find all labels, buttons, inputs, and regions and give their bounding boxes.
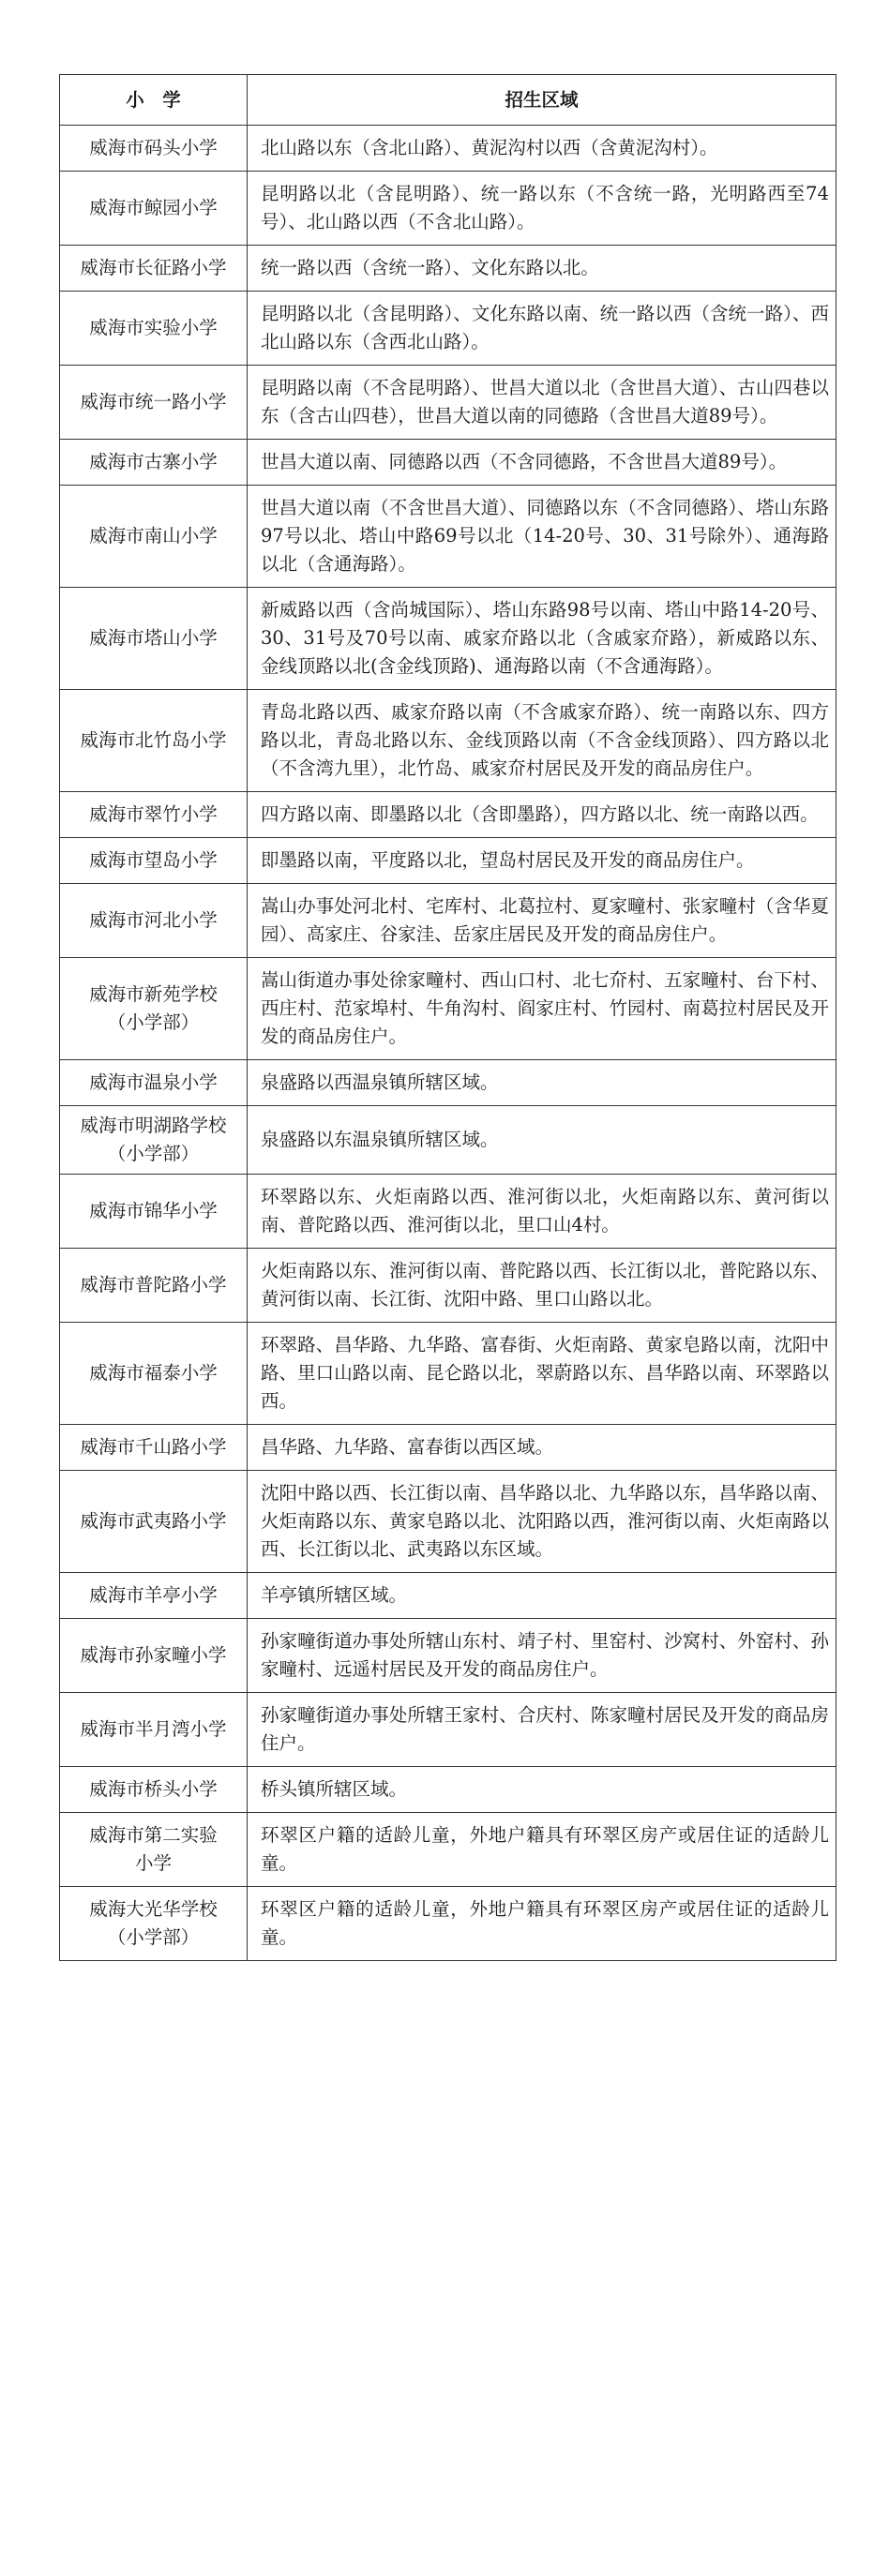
school-name-cell: 威海市半月湾小学 (60, 1693, 248, 1767)
school-name-cell: 威海市塔山小学 (60, 588, 248, 690)
school-name-cell: 威海市北竹岛小学 (60, 690, 248, 792)
school-name-cell: 威海市普陀路小学 (60, 1249, 248, 1323)
school-name-cell: 威海市实验小学 (60, 292, 248, 366)
school-name-cell: 威海市码头小学 (60, 126, 248, 172)
enrollment-area-cell: 嵩山办事处河北村、宅库村、北葛拉村、夏家疃村、张家疃村（含华夏园）、高家庄、谷家洼、岳家庄居民及开发的商品房住户。 (248, 884, 836, 958)
school-name-cell: 威海大光华学校 （小学部） (60, 1887, 248, 1961)
school-name-cell: 威海市武夷路小学 (60, 1471, 248, 1573)
table-header-row (60, 75, 836, 126)
table-row (60, 1106, 836, 1175)
table-row (60, 1175, 836, 1249)
table-row (60, 588, 836, 690)
enrollment-area-cell: 四方路以南、即墨路以北（含即墨路），四方路以北、统一南路以西。 (248, 792, 836, 838)
table-row (60, 1060, 836, 1106)
table-row (60, 1323, 836, 1425)
table-row (60, 958, 836, 1060)
enrollment-area-cell: 昆明路以北（含昆明路）、文化东路以南、统一路以西（含统一路）、西北山路以东（含西北山路）。 (248, 292, 836, 366)
table-row (60, 1471, 836, 1573)
enrollment-area-cell: 青岛北路以西、戚家夼路以南（不含戚家夼路）、统一南路以东、四方路以北，青岛北路以东、金线顶路以南（不含金线顶路）、四方路以北（不含湾九里），北竹岛、戚家夼村居民及开发的商品房住户。 (248, 690, 836, 792)
school-name-cell: 威海市千山路小学 (60, 1425, 248, 1471)
school-name-cell: 威海市统一路小学 (60, 366, 248, 440)
table-row (60, 292, 836, 366)
enrollment-area-cell: 孙家疃街道办事处所辖王家村、合庆村、陈家疃村居民及开发的商品房住户。 (248, 1693, 836, 1767)
school-name-cell: 威海市长征路小学 (60, 246, 248, 292)
table-row (60, 1813, 836, 1887)
table-row (60, 792, 836, 838)
table-row (60, 486, 836, 588)
school-name-cell: 威海市望岛小学 (60, 838, 248, 884)
enrollment-area-cell: 环翠路以东、火炬南路以西、淮河街以北，火炬南路以东、黄河街以南、普陀路以西、淮河街以北，里口山4村。 (248, 1175, 836, 1249)
table-row (60, 1693, 836, 1767)
enrollment-area-cell: 沈阳中路以西、长江街以南、昌华路以北、九华路以东，昌华路以南、火炬南路以东、黄家皂路以北、沈阳路以西，淮河街以南、火炬南路以西、长江街以北、武夷路以东区域。 (248, 1471, 836, 1573)
enrollment-area-cell: 孙家疃街道办事处所辖山东村、靖子村、里窑村、沙窝村、外窑村、孙家疃村、远遥村居民及开发的商品房住户。 (248, 1619, 836, 1693)
school-name-cell: 威海市翠竹小学 (60, 792, 248, 838)
column-header-school: 小 学 (60, 75, 248, 126)
table-row (60, 690, 836, 792)
table-row (60, 1249, 836, 1323)
enrollment-area-cell: 泉盛路以东温泉镇所辖区域。 (248, 1106, 836, 1175)
enrollment-zone-table (59, 74, 836, 1961)
table-row (60, 1767, 836, 1813)
school-name-cell: 威海市羊亭小学 (60, 1573, 248, 1619)
enrollment-area-cell: 即墨路以南，平度路以北，望岛村居民及开发的商品房住户。 (248, 838, 836, 884)
table-row (60, 838, 836, 884)
enrollment-area-cell: 嵩山街道办事处徐家疃村、西山口村、北七夼村、五家疃村、台下村、西庄村、范家埠村、牛角沟村、阎家庄村、竹园村、南葛拉村居民及开发的商品房住户。 (248, 958, 836, 1060)
table-row (60, 440, 836, 486)
enrollment-area-cell: 泉盛路以西温泉镇所辖区域。 (248, 1060, 836, 1106)
school-name-cell: 威海市锦华小学 (60, 1175, 248, 1249)
column-header-area: 招生区域 (248, 75, 836, 126)
enrollment-area-cell: 昆明路以南（不含昆明路）、世昌大道以北（含世昌大道）、古山四巷以东（含古山四巷），世昌大道以南的同德路（含世昌大道89号）。 (248, 366, 836, 440)
enrollment-area-cell: 昌华路、九华路、富春街以西区域。 (248, 1425, 836, 1471)
school-name-cell: 威海市桥头小学 (60, 1767, 248, 1813)
table-row (60, 884, 836, 958)
table-row (60, 246, 836, 292)
enrollment-area-cell: 环翠区户籍的适龄儿童，外地户籍具有环翠区房产或居住证的适龄儿童。 (248, 1813, 836, 1887)
table-row (60, 1425, 836, 1471)
enrollment-area-cell: 北山路以东（含北山路）、黄泥沟村以西（含黄泥沟村）。 (248, 126, 836, 172)
enrollment-area-cell: 羊亭镇所辖区域。 (248, 1573, 836, 1619)
table-row (60, 126, 836, 172)
school-name-cell: 威海市福泰小学 (60, 1323, 248, 1425)
enrollment-area-cell: 世昌大道以南、同德路以西（不含同德路，不含世昌大道89号）。 (248, 440, 836, 486)
school-name-cell: 威海市鲸园小学 (60, 172, 248, 246)
enrollment-area-cell: 火炬南路以东、淮河街以南、普陀路以西、长江街以北，普陀路以东、黄河街以南、长江街、沈阳中路、里口山路以北。 (248, 1249, 836, 1323)
enrollment-area-cell: 桥头镇所辖区域。 (248, 1767, 836, 1813)
school-name-cell: 威海市新苑学校 （小学部） (60, 958, 248, 1060)
school-name-cell: 威海市明湖路学校 （小学部） (60, 1106, 248, 1175)
enrollment-area-cell: 统一路以西（含统一路）、文化东路以北。 (248, 246, 836, 292)
school-name-cell: 威海市第二实验 小学 (60, 1813, 248, 1887)
school-name-cell: 威海市孙家疃小学 (60, 1619, 248, 1693)
school-name-cell: 威海市河北小学 (60, 884, 248, 958)
enrollment-area-cell: 环翠路、昌华路、九华路、富春街、火炬南路、黄家皂路以南，沈阳中路、里口山路以南、昆仑路以北，翠蔚路以东、昌华路以南、环翠路以西。 (248, 1323, 836, 1425)
school-name-cell: 威海市温泉小学 (60, 1060, 248, 1106)
table-row (60, 1887, 836, 1961)
enrollment-area-cell: 新威路以西（含尚城国际）、塔山东路98号以南、塔山中路14-20号、30、31号及70号以南、戚家夼路以北（含戚家夼路），新威路以东、金线顶路以北(含金线顶路)、通海路以南（不含通海路）。 (248, 588, 836, 690)
enrollment-area-cell: 环翠区户籍的适龄儿童，外地户籍具有环翠区房产或居住证的适龄儿童。 (248, 1887, 836, 1961)
table-row (60, 366, 836, 440)
enrollment-area-cell: 世昌大道以南（不含世昌大道）、同德路以东（不含同德路）、塔山东路97号以北、塔山中路69号以北（14-20号、30、31号除外）、通海路以北（含通海路）。 (248, 486, 836, 588)
table-row (60, 1573, 836, 1619)
table-row (60, 1619, 836, 1693)
school-name-cell: 威海市古寨小学 (60, 440, 248, 486)
table-row (60, 172, 836, 246)
enrollment-area-cell: 昆明路以北（含昆明路）、统一路以东（不含统一路，光明路西至74号）、北山路以西（不含北山路）。 (248, 172, 836, 246)
school-name-cell: 威海市南山小学 (60, 486, 248, 588)
